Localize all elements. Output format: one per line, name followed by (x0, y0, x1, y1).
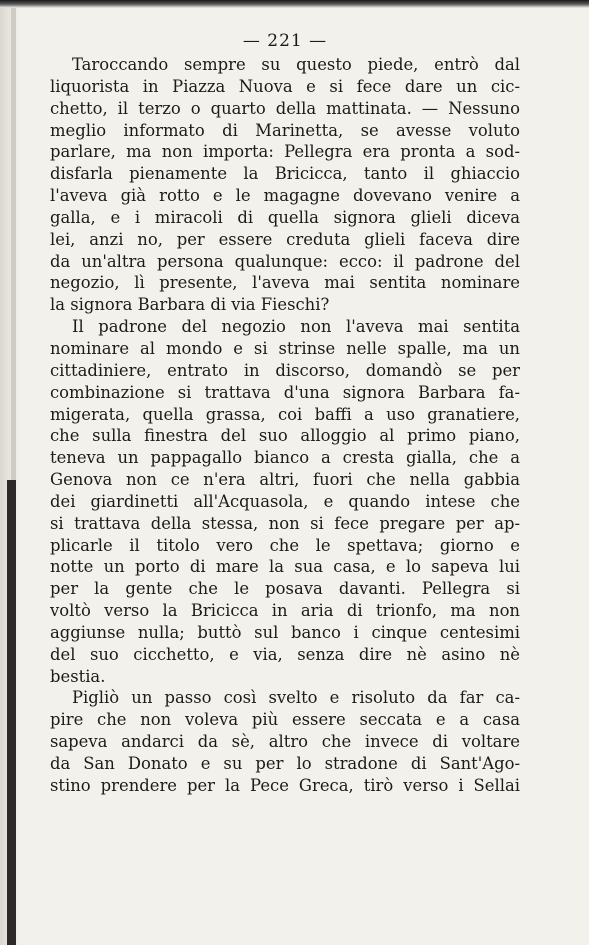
paragraph (50, 316, 520, 687)
text-line: da San Donato e su per lo stradone di Sant'Ago- (50, 754, 520, 773)
text-line: cittadiniere, entrato in discorso, domandò se per (50, 360, 520, 380)
text-line: notte un porto di mare la sua casa, e lo sapeva lui (50, 557, 520, 577)
scan-binding-strip (7, 480, 16, 945)
paragraph (50, 54, 520, 316)
text-line: la signora Barbara di via Fieschi? (50, 295, 330, 315)
text-line: lei, anzi no, per essere creduta glieli faceva dire (50, 229, 520, 249)
page-number: — 221 — (242, 31, 328, 51)
text-line: parlare, ma non importa: Pellegra era pronta a sod- (50, 142, 520, 162)
text-line: pire che non voleva più essere seccata e a casa (50, 710, 520, 730)
text-line: bestia. (50, 666, 106, 686)
scan-binding-shadow (11, 0, 16, 480)
text-line: sapeva andarci da sè, altro che invece di voltare (50, 732, 520, 752)
text-line: che sulla finestra del suo alloggio al primo piano, (50, 426, 520, 446)
text-line: l'aveva già rotto e le magagne dovevano venire a (50, 186, 520, 206)
text-line: Taroccando sempre su questo piede, entrò dal (72, 55, 520, 74)
body-text (50, 54, 520, 797)
scan-top-edge (0, 0, 589, 8)
text-line: stino prendere per la Pece Greca, tirò verso i Sellai (50, 775, 520, 795)
text-line: nominare al mondo e si strinse nelle spalle, ma un (50, 338, 520, 358)
text-line: per la gente che le posava davanti. Pellegra si (50, 579, 520, 599)
text-line: liquorista in Piazza Nuova e si fece dare un cic- (50, 76, 520, 96)
text-line: dei giardinetti all'Acquasola, e quando intese che (50, 491, 520, 511)
text-line: migerata, quella grassa, coi baffi a uso granatiere, (50, 404, 520, 424)
text-line: galla, e i miracoli di quella signora glieli diceva (50, 207, 520, 227)
text-line: teneva un pappagallo bianco a cresta gialla, che a (50, 448, 520, 468)
text-line: del suo cicchetto, e via, senza dire nè asino nè (50, 644, 520, 664)
text-line: Genova non ce n'era altri, fuori che nella gabbia (50, 470, 520, 490)
text-line: meglio informato di Marinetta, se avesse voluto (50, 120, 520, 140)
text-line: plicarle il titolo vero che le spettava; giorno e (50, 535, 520, 555)
text-line: aggiunse nulla; buttò sul banco i cinque centesimi (50, 622, 520, 642)
text-line: Pigliò un passo così svelto e risoluto da far ca- (72, 688, 520, 708)
text-line: chetto, il terzo o quarto della mattinata. — Nessuno (50, 98, 520, 118)
text-line: disfarla pienamente la Bricicca, tanto il ghiaccio (50, 164, 520, 184)
text-line: si trattava della stessa, non si fece pregare per ap- (50, 513, 520, 533)
text-line: negozio, lì presente, l'aveva mai sentita nominare (50, 273, 520, 293)
text-line: da un'altra persona qualunque: ecco: il padrone del (50, 251, 520, 271)
text-line: combinazione si trattava d'una signora Barbara fa- (50, 382, 520, 402)
paragraph (50, 687, 520, 796)
text-line: Il padrone del negozio non l'aveva mai sentita (72, 317, 520, 337)
text-line: voltò verso la Bricicca in aria di trionfo, ma non (50, 601, 520, 621)
book-page (50, 30, 520, 797)
